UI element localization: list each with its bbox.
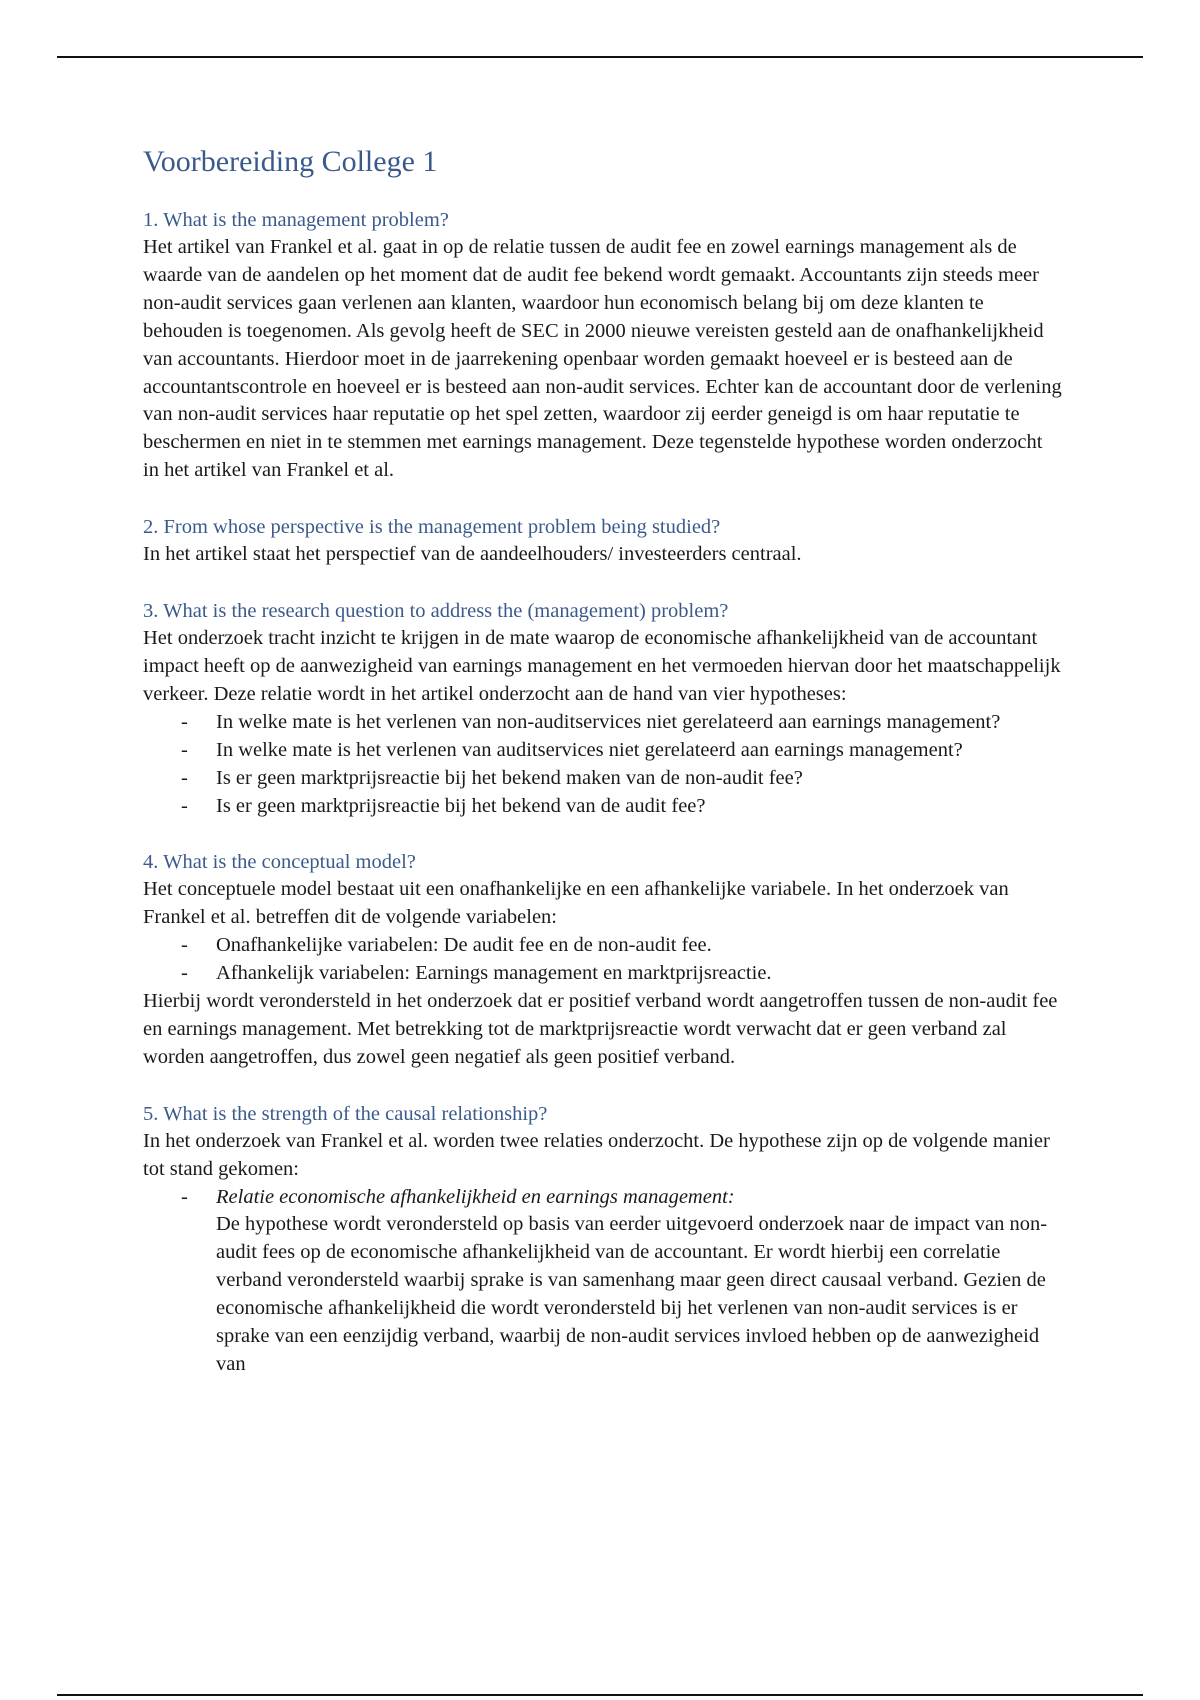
list-item: [143, 765, 1063, 793]
list-item: [143, 737, 1063, 765]
top-rule: [57, 56, 1143, 58]
bullet-dash: -: [181, 710, 188, 733]
bullet-dash: -: [181, 934, 188, 957]
question-heading: 1. What is the management problem?: [143, 209, 449, 231]
relations-list: [143, 1184, 1063, 1379]
list-item-text: Is er geen marktprijsreactie bij het bekend maken van de non-audit fee?: [216, 766, 803, 789]
hypotheses-list: [143, 709, 1063, 821]
list-item: [143, 932, 1063, 960]
answer-text-continued: Hierbij wordt verondersteld in het onderzoek dat er positief verband wordt aangetroffen tussen de non-audit fee en earnings management. Met betrekking tot de marktprijsreactie wordt verwacht dat er geen verband zal worden aangetroffen, dus zowel geen negatief als geen positief verband.: [143, 990, 1058, 1068]
list-item: [143, 709, 1063, 737]
section-4: [143, 848, 1063, 1071]
section-3: [143, 597, 1063, 820]
list-item-text: In welke mate is het verlenen van non-auditservices niet gerelateerd aan earnings management?: [216, 710, 1001, 733]
question-heading: 4. What is the conceptual model?: [143, 851, 416, 874]
bullet-dash: -: [181, 962, 188, 985]
answer-text: Het onderzoek tracht inzicht te krijgen in de mate waarop de economische afhankelijkheid van de accountant impact heeft op de aanwezigheid van earnings management en het vermoeden hiervan door het maatschappelijk verkeer. Deze relatie wordt in het artikel onderzocht aan de hand van vier hypotheses:: [143, 627, 1061, 705]
list-item-text: Afhankelijk variabelen: Earnings management en marktprijsreactie.: [216, 962, 772, 985]
list-item-text: Onafhankelijke variabelen: De audit fee en de non-audit fee.: [216, 934, 712, 957]
list-item: [143, 793, 1063, 821]
answer-text: In het onderzoek van Frankel et al. worden twee relaties onderzocht. De hypothese zijn op de volgende manier tot stand gekomen:: [143, 1129, 1050, 1180]
list-item: [143, 1184, 1063, 1379]
list-item: [143, 960, 1063, 988]
bullet-dash: -: [181, 766, 188, 789]
question-heading: 2. From whose perspective is the management problem being studied?: [143, 516, 721, 539]
document-page: [143, 140, 1063, 1407]
question-heading: 3. What is the research question to address the (management) problem?: [143, 600, 729, 623]
answer-text: Het artikel van Frankel et al. gaat in op de relatie tussen de audit fee en zowel earnings management als de waarde van de aandelen op het moment dat de audit fee bekend wordt gemaakt. Accountants zijn steeds meer non-audit services gaan verlenen aan klanten, waardoor hun economisch belang bij om deze klanten te behouden is toegenomen. Als gevolg heeft de SEC in 2000 nieuwe vereisten gesteld aan de onafhankelijkheid van accountants. Hierdoor moet in de jaarrekening openbaar worden gemaakt hoeveel er is besteed aan de accountantscontrole en hoeveel er is besteed aan non-audit services. Echter kan de accountant door de verlening van non-audit services haar reputatie op het spel zetten, waardoor zij eerder geneigd is om haar reputatie te beschermen en niet in te stemmen met earnings management. Deze tegenstelde hypothese worden onderzocht in het artikel van Frankel et al.: [143, 236, 1062, 482]
bullet-dash: -: [181, 738, 188, 761]
question-heading: 5. What is the strength of the causal relationship?: [143, 1102, 548, 1125]
variables-list: [143, 932, 1063, 988]
list-item-text: In welke mate is het verlenen van auditservices niet gerelateerd aan earnings management?: [216, 738, 963, 761]
section-1: [143, 206, 1063, 485]
answer-text: Het conceptuele model bestaat uit een onafhankelijke en een afhankelijke variabele. In het onderzoek van Frankel et al. betreffen dit de volgende variabelen:: [143, 878, 1009, 929]
bullet-dash: -: [181, 794, 188, 817]
bottom-rule: [57, 1694, 1143, 1696]
answer-text: In het artikel staat het perspectief van de aandeelhouders/ investeerders centraal.: [143, 543, 802, 566]
section-2: [143, 513, 1063, 569]
bullet-dash: -: [181, 1185, 188, 1208]
list-item-heading: Relatie economische afhankelijkheid en earnings management:: [216, 1185, 735, 1208]
list-item-text: Is er geen marktprijsreactie bij het bekend van de audit fee?: [216, 794, 706, 817]
list-item-text: De hypothese wordt verondersteld op basis van eerder uitgevoerd onderzoek naar de impact van non-audit fees op de economische afhankelijkheid van de accountant. Er wordt hierbij een correlatie verband verondersteld waarbij sprake is van samenhang maar geen direct causaal verband. Gezien de economische afhankelijkheid die wordt verondersteld bij het verlenen van non-audit services is er sprake van een eenzijdig verband, waarbij de non-audit services invloed hebben op de aanwezigheid van: [216, 1213, 1048, 1375]
document-title: Voorbereiding College 1: [143, 145, 438, 178]
section-5: [143, 1100, 1063, 1379]
